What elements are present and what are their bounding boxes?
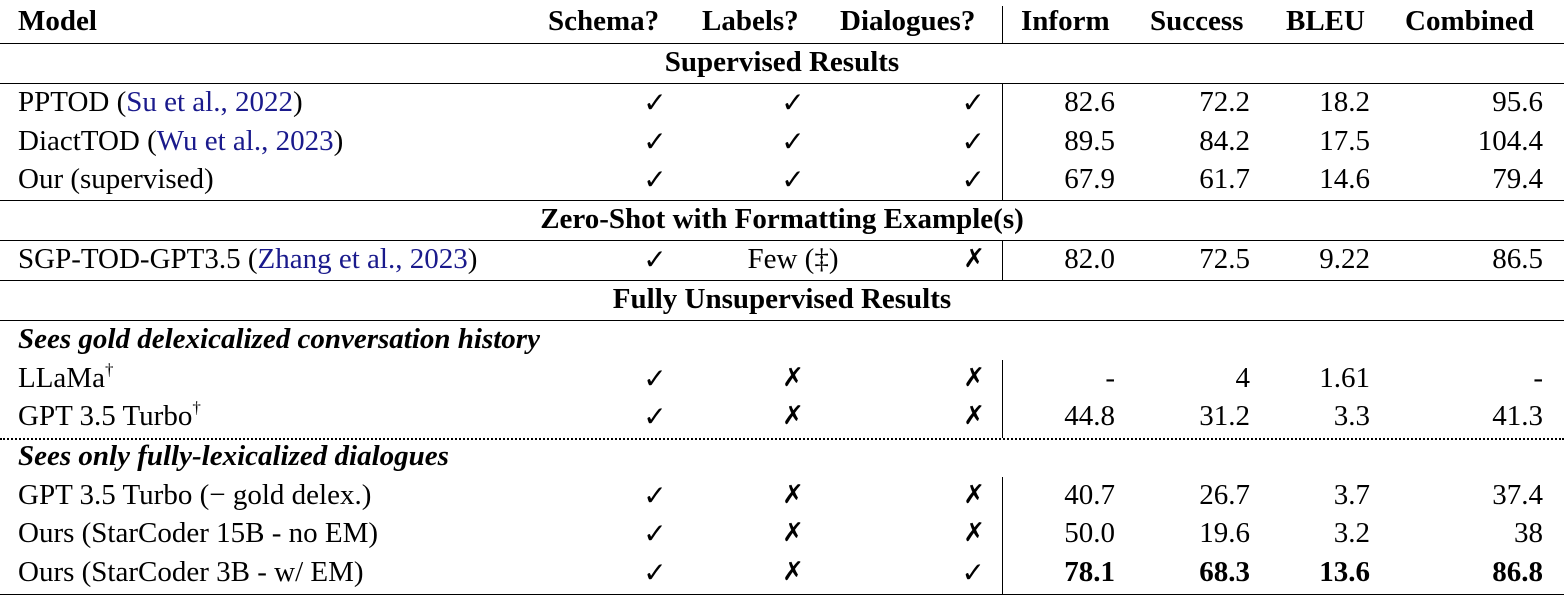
subsection-title: Sees only fully-lexicalized dialogues — [18, 440, 449, 472]
labels-value: Few (‡) — [747, 243, 839, 275]
cross-icon: ✗ — [782, 401, 804, 431]
combined-value: - — [1533, 362, 1543, 394]
header-dialogues: Dialogues? — [840, 5, 976, 37]
bleu-value: 9.22 — [1319, 243, 1370, 275]
success-value: 31.2 — [1199, 400, 1250, 432]
section-header-zero-shot — [0, 200, 1564, 239]
success-value: 72.2 — [1199, 86, 1250, 118]
success-value: 84.2 — [1199, 125, 1250, 157]
header-inform: Inform — [1021, 5, 1110, 37]
combined-value: 41.3 — [1492, 400, 1543, 432]
bleu-value: 18.2 — [1319, 86, 1370, 118]
inform-value: 67.9 — [1064, 163, 1115, 195]
inform-value: 89.5 — [1064, 125, 1115, 157]
check-icon: ✓ — [643, 400, 667, 433]
cross-icon: ✗ — [963, 480, 985, 510]
combined-value: 37.4 — [1492, 479, 1543, 511]
check-icon: ✓ — [961, 163, 985, 196]
check-icon: ✓ — [781, 163, 805, 196]
success-value: 68.3 — [1199, 556, 1250, 588]
check-icon: ✓ — [961, 125, 985, 158]
table-row — [0, 359, 1564, 398]
header-combined: Combined — [1405, 5, 1534, 37]
combined-value: 86.8 — [1492, 556, 1543, 588]
citation-link[interactable]: Zhang et al., 2023 — [257, 243, 468, 275]
model-name: PPTOD (Su et al., 2022) — [18, 86, 303, 118]
cross-icon: ✗ — [782, 557, 804, 587]
check-icon: ✓ — [643, 243, 667, 276]
bleu-value: 3.7 — [1333, 479, 1370, 511]
cross-icon: ✗ — [963, 244, 985, 274]
bottom-rule — [0, 594, 1564, 595]
combined-value: 95.6 — [1492, 86, 1543, 118]
model-name: GPT 3.5 Turbo (− gold delex.) — [18, 479, 372, 511]
section-header-unsupervised — [0, 280, 1564, 319]
inform-value: 82.0 — [1064, 243, 1115, 275]
model-name: GPT 3.5 Turbo† — [18, 398, 201, 432]
model-name: DiactTOD (Wu et al., 2023) — [18, 125, 344, 157]
cross-icon: ✗ — [963, 518, 985, 548]
combined-value: 104.4 — [1477, 125, 1543, 157]
check-icon: ✓ — [643, 517, 667, 550]
header-model: Model — [18, 5, 97, 37]
table-row-best — [0, 553, 1564, 592]
success-value: 4 — [1235, 362, 1250, 394]
bleu-value: 14.6 — [1319, 163, 1370, 195]
model-name: Our (supervised) — [18, 163, 214, 195]
bleu-value: 17.5 — [1319, 125, 1370, 157]
success-value: 19.6 — [1199, 517, 1250, 549]
inform-value: - — [1105, 362, 1115, 394]
combined-value: 38 — [1514, 517, 1543, 549]
bleu-value: 13.6 — [1319, 556, 1370, 588]
column-divider — [1002, 6, 1003, 43]
citation-link[interactable]: Su et al., 2022 — [126, 86, 293, 118]
check-icon: ✓ — [781, 86, 805, 119]
inform-value: 44.8 — [1064, 400, 1115, 432]
check-icon: ✓ — [781, 125, 805, 158]
bleu-value: 1.61 — [1319, 362, 1370, 394]
table-row — [0, 160, 1564, 199]
header-row — [0, 2, 1564, 41]
combined-value: 86.5 — [1492, 243, 1543, 275]
model-name: Ours (StarCoder 3B - w/ EM) — [18, 556, 364, 588]
inform-value: 78.1 — [1064, 556, 1115, 588]
table-row — [0, 122, 1564, 161]
check-icon: ✓ — [643, 479, 667, 512]
success-value: 72.5 — [1199, 243, 1250, 275]
model-name: LLaMa† — [18, 360, 114, 394]
check-icon: ✓ — [643, 86, 667, 119]
inform-value: 50.0 — [1064, 517, 1115, 549]
combined-value: 79.4 — [1492, 163, 1543, 195]
table-row — [0, 476, 1564, 515]
check-icon: ✓ — [961, 86, 985, 119]
model-name: Ours (StarCoder 15B - no EM) — [18, 517, 379, 549]
header-bleu: BLEU — [1286, 5, 1365, 37]
table-row — [0, 83, 1564, 122]
cross-icon: ✗ — [963, 401, 985, 431]
check-icon: ✓ — [643, 556, 667, 589]
inform-value: 82.6 — [1064, 86, 1115, 118]
section-title: Zero-Shot with Formatting Example(s) — [540, 203, 1024, 235]
cross-icon: ✗ — [963, 363, 985, 393]
subsection-header-lexicalized — [0, 437, 1564, 476]
subsection-header-gold-delex — [0, 320, 1564, 359]
success-value: 26.7 — [1199, 479, 1250, 511]
header-labels: Labels? — [702, 5, 799, 37]
citation-link[interactable]: Wu et al., 2023 — [156, 125, 334, 157]
bleu-value: 3.3 — [1333, 400, 1370, 432]
check-icon: ✓ — [643, 125, 667, 158]
cross-icon: ✗ — [782, 480, 804, 510]
cross-icon: ✗ — [782, 363, 804, 393]
check-icon: ✓ — [961, 556, 985, 589]
check-icon: ✓ — [643, 163, 667, 196]
header-success: Success — [1150, 5, 1244, 37]
cross-icon: ✗ — [782, 518, 804, 548]
table-row — [0, 397, 1564, 436]
bleu-value: 3.2 — [1333, 517, 1370, 549]
table-row — [0, 240, 1564, 279]
table-row — [0, 514, 1564, 553]
section-title: Supervised Results — [664, 46, 900, 78]
subsection-title: Sees gold delexicalized conversation history — [18, 323, 540, 355]
header-schema: Schema? — [548, 5, 660, 37]
dagger-mark: † — [104, 360, 114, 379]
model-name: SGP-TOD-GPT3.5 (Zhang et al., 2023) — [18, 243, 478, 275]
inform-value: 40.7 — [1064, 479, 1115, 511]
success-value: 61.7 — [1199, 163, 1250, 195]
section-title: Fully Unsupervised Results — [612, 283, 952, 315]
check-icon: ✓ — [643, 362, 667, 395]
dagger-mark: † — [192, 398, 201, 417]
section-header-supervised — [0, 43, 1564, 82]
